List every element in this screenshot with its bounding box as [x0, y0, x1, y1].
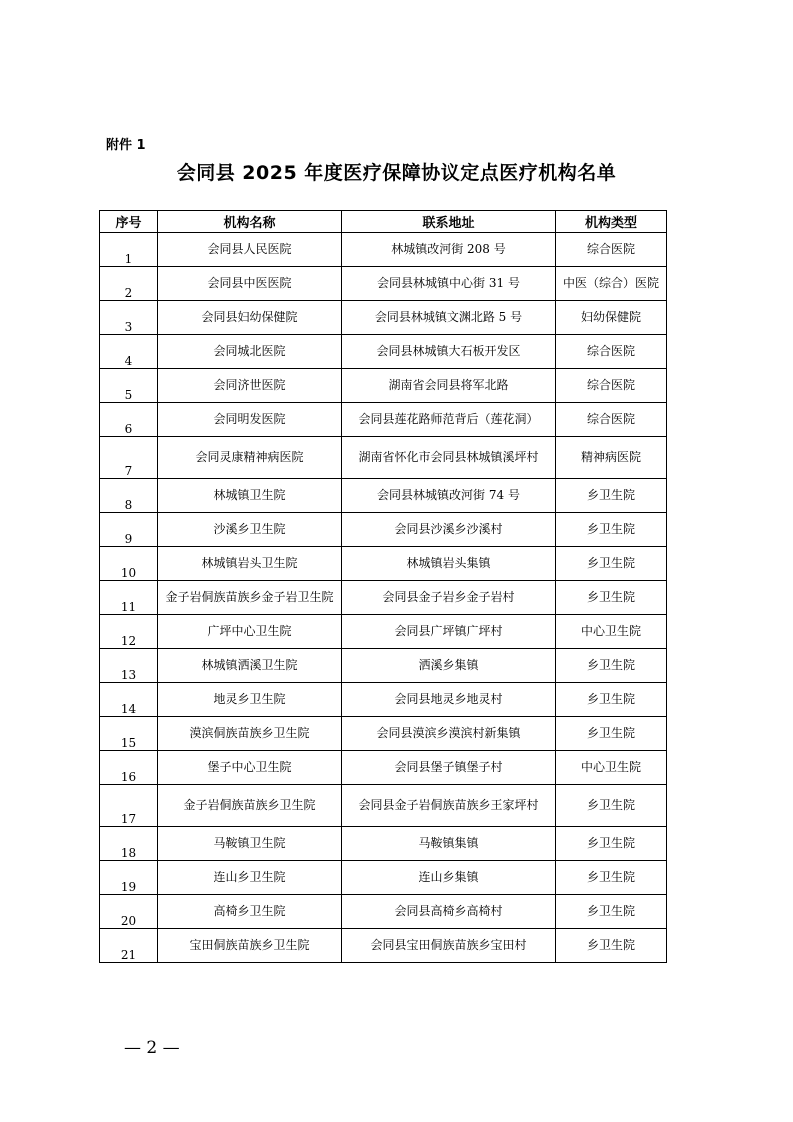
- table-row: [100, 267, 667, 301]
- row-serial: 8: [100, 479, 158, 513]
- row-type: 精神病医院: [556, 437, 667, 479]
- table-row: [100, 403, 667, 437]
- row-serial: 5: [100, 369, 158, 403]
- table-row: [100, 437, 667, 479]
- row-address: 会同县林城镇改河街 74 号: [342, 479, 556, 513]
- row-serial: 4: [100, 335, 158, 369]
- row-name: 会同县妇幼保健院: [158, 301, 342, 335]
- table-row: [100, 861, 667, 895]
- row-name: 会同县人民医院: [158, 233, 342, 267]
- row-serial: 9: [100, 513, 158, 547]
- row-serial: 18: [100, 827, 158, 861]
- row-address: 会同县沙溪乡沙溪村: [342, 513, 556, 547]
- row-address: 会同县林城镇文渊北路 5 号: [342, 301, 556, 335]
- row-serial: 12: [100, 615, 158, 649]
- row-name: 会同明发医院: [158, 403, 342, 437]
- row-serial: 2: [100, 267, 158, 301]
- row-type: 乡卫生院: [556, 895, 667, 929]
- row-name: 会同城北医院: [158, 335, 342, 369]
- header-address: 联系地址: [342, 211, 556, 233]
- row-address: 会同县莲花路师范背后（莲花洞）: [342, 403, 556, 437]
- row-name: 林城镇岩头卫生院: [158, 547, 342, 581]
- row-name: 会同县中医医院: [158, 267, 342, 301]
- table-row: [100, 929, 667, 963]
- row-type: 中心卫生院: [556, 615, 667, 649]
- table-row: [100, 649, 667, 683]
- table-row: [100, 369, 667, 403]
- row-address: 会同县堡子镇堡子村: [342, 751, 556, 785]
- row-serial: 7: [100, 437, 158, 479]
- row-serial: 6: [100, 403, 158, 437]
- row-name: 地灵乡卫生院: [158, 683, 342, 717]
- table-row: [100, 615, 667, 649]
- document-title: 会同县 2025 年度医疗保障协议定点医疗机构名单: [176, 162, 617, 184]
- table-row: [100, 233, 667, 267]
- row-name: 堡子中心卫生院: [158, 751, 342, 785]
- row-address: 会同县漠滨乡漠滨村新集镇: [342, 717, 556, 751]
- row-serial: 16: [100, 751, 158, 785]
- row-address: 林城镇改河街 208 号: [342, 233, 556, 267]
- row-address: 会同县林城镇大石板开发区: [342, 335, 556, 369]
- row-address: 马鞍镇集镇: [342, 827, 556, 861]
- row-type: 乡卫生院: [556, 513, 667, 547]
- row-type: 中心卫生院: [556, 751, 667, 785]
- row-address: 会同县广坪镇广坪村: [342, 615, 556, 649]
- row-address: 湖南省会同县将军北路: [342, 369, 556, 403]
- row-type: 乡卫生院: [556, 581, 667, 615]
- row-name: 广坪中心卫生院: [158, 615, 342, 649]
- table-row: [100, 785, 667, 827]
- header-type: 机构类型: [556, 211, 667, 233]
- row-name: 马鞍镇卫生院: [158, 827, 342, 861]
- row-name: 林城镇卫生院: [158, 479, 342, 513]
- row-serial: 15: [100, 717, 158, 751]
- row-serial: 10: [100, 547, 158, 581]
- row-serial: 14: [100, 683, 158, 717]
- table-row: [100, 895, 667, 929]
- row-serial: 21: [100, 929, 158, 963]
- header-name: 机构名称: [158, 211, 342, 233]
- row-name: 金子岩侗族苗族乡卫生院: [158, 785, 342, 827]
- table-header-row: [100, 211, 667, 233]
- row-name: 林城镇洒溪卫生院: [158, 649, 342, 683]
- row-serial: 19: [100, 861, 158, 895]
- row-serial: 17: [100, 785, 158, 827]
- row-type: 综合医院: [556, 335, 667, 369]
- page-number: — 2 —: [124, 1038, 180, 1058]
- row-type: 综合医院: [556, 369, 667, 403]
- row-serial: 3: [100, 301, 158, 335]
- row-address: 会同县林城镇中心街 31 号: [342, 267, 556, 301]
- table-row: [100, 479, 667, 513]
- row-type: 乡卫生院: [556, 479, 667, 513]
- row-serial: 13: [100, 649, 158, 683]
- row-name: 高椅乡卫生院: [158, 895, 342, 929]
- row-address: 林城镇岩头集镇: [342, 547, 556, 581]
- row-name: 沙溪乡卫生院: [158, 513, 342, 547]
- row-type: 乡卫生院: [556, 547, 667, 581]
- row-name: 漠滨侗族苗族乡卫生院: [158, 717, 342, 751]
- row-type: 乡卫生院: [556, 649, 667, 683]
- row-name: 连山乡卫生院: [158, 861, 342, 895]
- table-row: [100, 547, 667, 581]
- table-row: [100, 301, 667, 335]
- row-type: 乡卫生院: [556, 929, 667, 963]
- institution-table: [99, 210, 667, 963]
- row-type: 综合医院: [556, 403, 667, 437]
- row-type: 中医（综合）医院: [556, 267, 667, 301]
- row-serial: 11: [100, 581, 158, 615]
- table-row: [100, 717, 667, 751]
- table-body: [100, 233, 667, 963]
- row-address: 会同县地灵乡地灵村: [342, 683, 556, 717]
- row-type: 乡卫生院: [556, 683, 667, 717]
- row-address: 会同县高椅乡高椅村: [342, 895, 556, 929]
- row-name: 宝田侗族苗族乡卫生院: [158, 929, 342, 963]
- table-row: [100, 683, 667, 717]
- row-type: 综合医院: [556, 233, 667, 267]
- table-row: [100, 581, 667, 615]
- row-address: 连山乡集镇: [342, 861, 556, 895]
- row-type: 乡卫生院: [556, 861, 667, 895]
- row-address: 会同县宝田侗族苗族乡宝田村: [342, 929, 556, 963]
- table-row: [100, 335, 667, 369]
- row-address: 洒溪乡集镇: [342, 649, 556, 683]
- row-name: 金子岩侗族苗族乡金子岩卫生院: [158, 581, 342, 615]
- row-type: 妇幼保健院: [556, 301, 667, 335]
- attachment-label: 附件 1: [106, 138, 146, 153]
- row-name: 会同济世医院: [158, 369, 342, 403]
- row-address: 湖南省怀化市会同县林城镇溪坪村: [342, 437, 556, 479]
- row-address: 会同县金子岩侗族苗族乡王家坪村: [342, 785, 556, 827]
- table-row: [100, 513, 667, 547]
- row-type: 乡卫生院: [556, 827, 667, 861]
- header-serial: 序号: [100, 211, 158, 233]
- row-type: 乡卫生院: [556, 717, 667, 751]
- row-serial: 1: [100, 233, 158, 267]
- table-row: [100, 751, 667, 785]
- row-name: 会同灵康精神病医院: [158, 437, 342, 479]
- row-type: 乡卫生院: [556, 785, 667, 827]
- row-serial: 20: [100, 895, 158, 929]
- table-row: [100, 827, 667, 861]
- row-address: 会同县金子岩乡金子岩村: [342, 581, 556, 615]
